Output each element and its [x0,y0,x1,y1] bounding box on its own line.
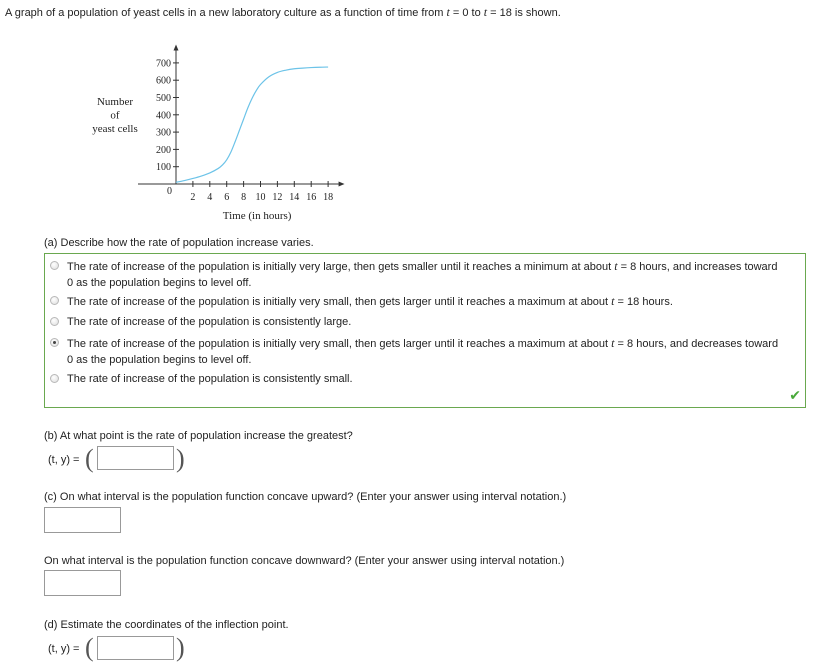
y-axis-label: Number [96,96,134,108]
option-text: = 18 hours. [614,296,673,308]
concave-down-input[interactable] [44,570,121,596]
x-tick-label: 18 [323,192,334,203]
intro-t-var: t [483,5,488,19]
x-axis-arrow-icon [339,182,345,187]
option-text: The rate of increase of the population is consistently large. [67,316,352,328]
intro-text-3: = 18 is shown. [487,7,561,19]
part-c-question-up: (c) On what interval is the population function concave upward? (Enter your answer using interval notation.) [44,491,567,503]
radio-option-4-selected[interactable] [50,338,59,347]
intro-t-var: t [446,5,450,19]
option-4[interactable] [67,335,797,368]
y-axis-label: of [110,109,120,122]
x-tick-label: 14 [289,192,300,203]
option-t-var: t [611,294,615,308]
option-5[interactable] [67,371,797,387]
radio-option-3[interactable] [50,317,59,326]
part-d-coord-label: (t, y) = [48,643,80,655]
option-2[interactable] [67,293,797,310]
option-1[interactable] [67,258,797,291]
part-b-input[interactable] [97,446,174,470]
part-d-input[interactable] [97,636,174,660]
x-tick-label: 10 [255,192,266,203]
y-tick-label: 700 [156,58,171,70]
option-text: 0 as the population begins to level off. [67,354,252,366]
y-tick-label: 400 [156,110,171,122]
option-text: 0 as the population begins to level off. [67,277,252,289]
x-tick-label: 4 [207,192,213,203]
y-axis-arrow-icon [174,45,179,51]
x-tick-label: 6 [224,192,230,203]
radio-option-5[interactable] [50,374,59,383]
option-text: The rate of increase of the population is initially very large, then gets smaller until it reaches a minimum at about [67,261,615,273]
y-tick-label: 500 [156,93,171,104]
y-tick-label: 600 [156,75,171,87]
close-paren: ) [176,633,185,662]
correct-check-icon: ✔ [789,387,801,403]
y-tick-label: 100 [156,162,171,174]
y-tick-label: 300 [156,127,171,139]
option-text: = 8 hours, and decreases toward [614,338,779,350]
open-paren: ( [85,444,94,473]
x-tick-label: 16 [306,192,317,203]
population-graph [80,32,420,227]
x-tick-label: 8 [241,192,247,203]
part-b-question: (b) At what point is the rate of population increase the greatest? [44,430,353,442]
part-a-answer-box [44,253,806,408]
concave-up-input[interactable] [44,507,121,533]
y-axis-label: yeast cells [92,123,138,135]
part-d-question: (d) Estimate the coordinates of the inflection point. [44,619,289,631]
close-paren: ) [176,444,185,473]
option-3[interactable] [67,314,797,330]
x-tick-label: 12 [272,192,283,203]
open-paren: ( [85,633,94,662]
population-curve [176,67,328,182]
part-c-question-down: On what interval is the population function concave downward? (Enter your answer using interval notation.) [44,555,565,567]
intro-text-2: = 0 to [449,7,484,19]
problem-intro [5,5,561,20]
option-text: The rate of increase of the population is initially very small, then gets larger until it reaches a maximum at about [67,338,612,350]
radio-option-1[interactable] [50,261,59,270]
intro-text-1: A graph of a population of yeast cells in a new laboratory culture as a function of time from [5,7,447,19]
x-tick-label: 2 [190,192,196,203]
part-b-coord-label: (t, y) = [48,454,80,466]
option-text: The rate of increase of the population is consistently small. [67,373,353,385]
radio-option-2[interactable] [50,296,59,305]
x-axis-label: Time (in hours) [222,210,292,222]
option-t-var: t [614,259,618,273]
part-a-question: (a) Describe how the rate of population increase varies. [44,237,314,249]
option-t-var: t [611,336,615,350]
option-text: = 8 hours, and increases toward [617,261,778,273]
option-text: The rate of increase of the population is initially very small, then gets larger until it reaches a maximum at about [67,296,612,308]
y-tick-label: 200 [156,144,171,156]
origin-label: 0 [167,186,172,197]
